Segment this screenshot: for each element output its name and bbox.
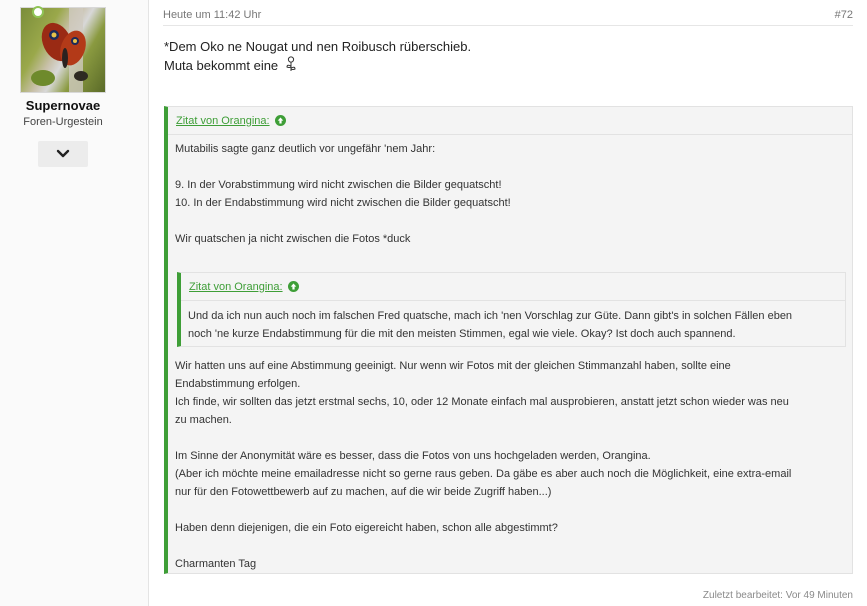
nested-quote-text	[181, 301, 845, 343]
online-status-icon	[32, 6, 44, 18]
quote-author-link[interactable]: Zitat von Orangina:	[176, 114, 270, 127]
user-sidebar	[0, 0, 149, 606]
intro-line-with-flower	[164, 56, 471, 75]
quote-line	[175, 501, 791, 519]
quote-line: Ich finde, wir sollten das jetzt erstmal sechs, 10, oder 12 Monate einfach mal ausprobieren, anstatt jetzt schon wieder was neu	[175, 396, 789, 408]
quote-line	[175, 212, 511, 230]
quote-line: Haben denn diejenigen, die ein Foto eigereicht haben, schon alle abgestimmt?	[175, 522, 558, 534]
quote-line: nur für den Fotowettbewerb auf zu machen, auf die wir beide Zugriff haben...)	[175, 486, 552, 498]
user-title: Foren-Urgestein	[23, 116, 103, 128]
post-intro	[164, 38, 471, 75]
post-header	[163, 0, 853, 26]
nested-quote-block	[177, 272, 846, 347]
chevron-down-icon	[56, 149, 70, 159]
quote-line: Charmanten Tag	[175, 558, 257, 570]
intro-line: *Dem Oko ne Nougat und nen Roibusch rüberschieb.	[164, 39, 472, 54]
intro-text: Muta bekommt eine	[164, 58, 279, 73]
quote-line: (Aber ich möchte meine emailadresse nicht so gerne raus geben. Da gäbe es aber auch noch die Möglichkeit, eine extra-email	[175, 468, 792, 480]
username[interactable]: Supernovae	[25, 98, 101, 113]
quote-header	[168, 107, 852, 135]
quote-text-after	[168, 357, 791, 573]
last-edited-note: Zuletzt bearbeitet: Vor 49 Minuten	[702, 590, 853, 601]
quote-line: zu machen.	[175, 414, 232, 426]
arrow-up-circle-icon[interactable]	[275, 115, 286, 126]
flower-icon	[285, 56, 297, 72]
quote-line	[175, 537, 791, 555]
quote-line: 10. In der Endabstimmung wird nicht zwischen die Bilder gequatscht!	[175, 197, 511, 209]
expand-user-info-button[interactable]	[38, 141, 88, 167]
quote-text-before	[168, 140, 511, 248]
avatar[interactable]	[20, 7, 106, 93]
quote-line: Mutabilis sagte ganz deutlich vor ungefähr 'nem Jahr:	[175, 143, 436, 155]
quote-line	[175, 158, 511, 176]
quote-line: Und da ich nun auch noch im falschen Fred quatsche, mach ich 'nen Vorschlag zur Güte. Dann gibt's in solchen Fällen eben	[188, 310, 793, 322]
nested-quote-header	[181, 273, 845, 301]
quote-block	[164, 106, 853, 574]
post	[149, 0, 867, 606]
arrow-up-circle-icon[interactable]	[288, 281, 299, 292]
quote-line: 9. In der Vorabstimmung wird nicht zwischen die Bilder gequatscht!	[175, 179, 502, 191]
quote-line: Endabstimmung erfolgen.	[175, 378, 301, 390]
quote-line: noch 'ne kurze Endabstimmung für die mit den meisten Stimmen, egal wie viele. Okay? Ist doch auch spannend.	[188, 328, 736, 340]
nested-quote-author-link[interactable]: Zitat von Orangina:	[189, 280, 283, 293]
quote-line	[175, 429, 791, 447]
post-timestamp[interactable]: Heute um 11:42 Uhr	[163, 9, 262, 21]
quote-line: Wir hatten uns auf eine Abstimmung geeinigt. Nur wenn wir Fotos mit der gleichen Stimmanzahl haben, sollte eine	[175, 360, 731, 372]
quote-line: Wir quatschen ja nicht zwischen die Fotos *duck	[175, 233, 411, 245]
post-number-link[interactable]: #72	[834, 9, 853, 21]
quote-line: Im Sinne der Anonymität wäre es besser, dass die Fotos von uns hochgeladen werden, Orangina.	[175, 450, 651, 462]
